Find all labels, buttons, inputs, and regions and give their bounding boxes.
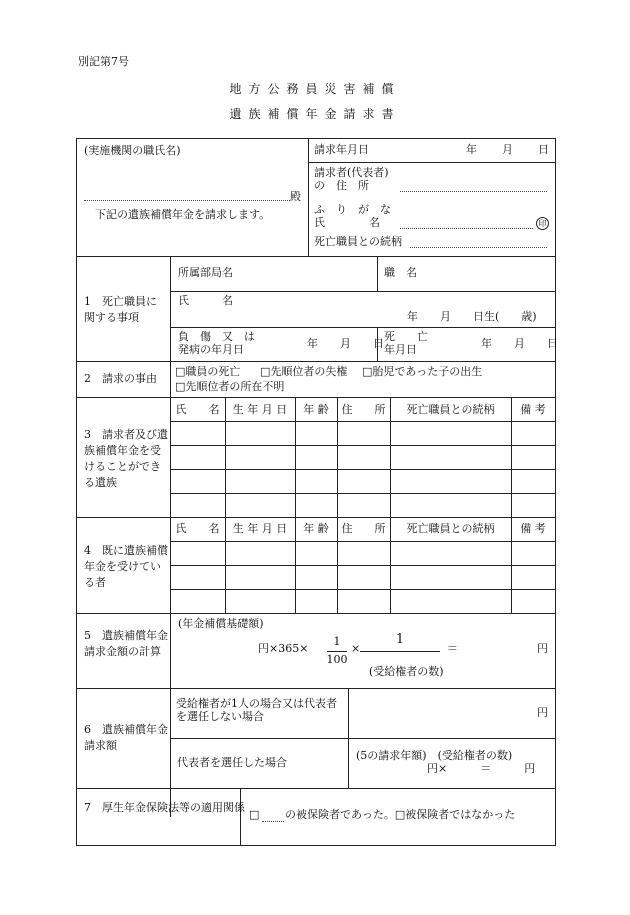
death-date-label-1: 死 亡 — [384, 330, 428, 343]
recipients-numerator: 1 — [395, 632, 405, 647]
insured-checkbox[interactable]: □ — [249, 808, 260, 821]
representative-formula-bottom: 円× ＝ 円 — [427, 762, 536, 775]
col-address-s4: 住 所 — [341, 522, 386, 535]
fraction-denominator: 100 — [326, 653, 348, 666]
recipients-count-label: (受給権者の数) — [369, 665, 444, 678]
section4-label: 4 既に遺族補償年金を受けている者 — [84, 544, 168, 589]
section2-label: 2 請求の事由 — [84, 372, 157, 385]
request-statement: 下記の遺族補償年金を請求します。 — [95, 208, 271, 221]
representative-case: 代表者を選任した場合 — [177, 756, 287, 769]
section5-label: 5 遺族補償年金請求金額の計算 — [84, 629, 168, 658]
col-name-s3: 氏 名 — [175, 403, 220, 416]
fraction-numerator: 1 — [333, 635, 341, 648]
section7-label: 7 厚生年金保険法等の適用関係 — [84, 801, 245, 814]
request-date-year: 年 — [466, 143, 477, 156]
reason-checkbox-birth[interactable]: □胎児であった子の出生 — [362, 365, 483, 378]
post-label: 職 名 — [384, 266, 417, 279]
seal-mark: 印 — [536, 217, 549, 230]
deceased-name-label: 氏 名 — [178, 294, 233, 307]
base-amount-label: (年金補償基礎額) — [178, 617, 264, 630]
agency-label: (実施機関の職氏名) — [84, 144, 181, 157]
section6-label: 6 遺族補償年金請求額 — [84, 723, 168, 752]
relation-label: 死亡職員との続柄 — [314, 235, 402, 248]
formula-yen-365: 円×365× — [258, 642, 309, 655]
reason-checkbox-death[interactable]: □職員の死亡 — [175, 365, 241, 378]
single-recipient-case: 受給権者が1人の場合又は代表者を選任しない場合 — [176, 697, 337, 723]
col-birthdate-s4: 生 年 月 日 — [232, 522, 288, 535]
col-birthdate-s3: 生 年 月 日 — [232, 403, 288, 416]
request-date-day: 日 — [538, 143, 549, 156]
form-subtitle: 遺族補償年金請求書 — [229, 107, 401, 121]
form-number: 別記第7号 — [78, 55, 129, 68]
col-remarks-s3: 備 考 — [520, 403, 546, 416]
reason-checkbox-forfeit[interactable]: □先順位者の失権 — [260, 365, 348, 378]
dept-label: 所属部局名 — [178, 266, 233, 279]
col-address-s3: 住 所 — [341, 403, 386, 416]
col-age-s3: 年 齢 — [303, 403, 329, 416]
claimant-address-label-2: の 住 所 — [314, 179, 369, 192]
col-remarks-s4: 備 考 — [520, 522, 546, 535]
col-relation-s4: 死亡職員との続柄 — [406, 522, 495, 535]
request-date-label: 請求年月日 — [314, 143, 369, 156]
col-relation-s3: 死亡職員との続柄 — [406, 403, 495, 416]
section1-label: 1 死亡職員に関する事項 — [84, 295, 157, 324]
form-title: 地方公務員災害補償 — [229, 82, 401, 96]
col-age-s4: 年 齢 — [303, 522, 329, 535]
formula-yen: 円 — [537, 642, 548, 655]
injury-date-field: 年 月 日 — [307, 337, 384, 350]
furigana-label: ふ り が な — [314, 203, 391, 216]
birth-date-field: 年 月 日生( 歳) — [407, 310, 537, 323]
injury-date-label-2: 発病の年月日 — [178, 343, 244, 356]
dono-honorific: 殿 — [290, 190, 301, 203]
request-date-month: 月 — [502, 143, 513, 156]
representative-formula-top: (5の請求年額) (受給権者の数) — [356, 749, 513, 762]
single-recipient-yen: 円 — [537, 706, 548, 719]
relation-field[interactable] — [410, 247, 547, 248]
claimant-name-field[interactable] — [400, 228, 533, 229]
claimant-name-label: 氏 名 — [314, 216, 380, 229]
col-name-s4: 氏 名 — [175, 522, 220, 535]
injury-date-label-1: 負 傷 又 は — [178, 330, 255, 343]
death-date-field: 年 月 日 — [481, 337, 558, 350]
claimant-address-field[interactable] — [400, 191, 547, 192]
insured-statement: の被保険者であった。□被保険者ではなかった — [285, 808, 516, 821]
agency-name-field[interactable] — [84, 200, 290, 201]
death-date-label-2: 年月日 — [384, 343, 417, 356]
formula-equals: ＝ — [447, 642, 458, 655]
reason-checkbox-missing[interactable]: □先順位者の所在不明 — [175, 380, 285, 393]
claimant-address-label-1: 請求者(代表者) — [314, 166, 389, 179]
insurance-name-field[interactable] — [262, 821, 284, 822]
section3-label: 3 請求者及び遺族補償年金を受けることができる遺族 — [84, 428, 168, 489]
formula-times: × — [351, 642, 361, 655]
